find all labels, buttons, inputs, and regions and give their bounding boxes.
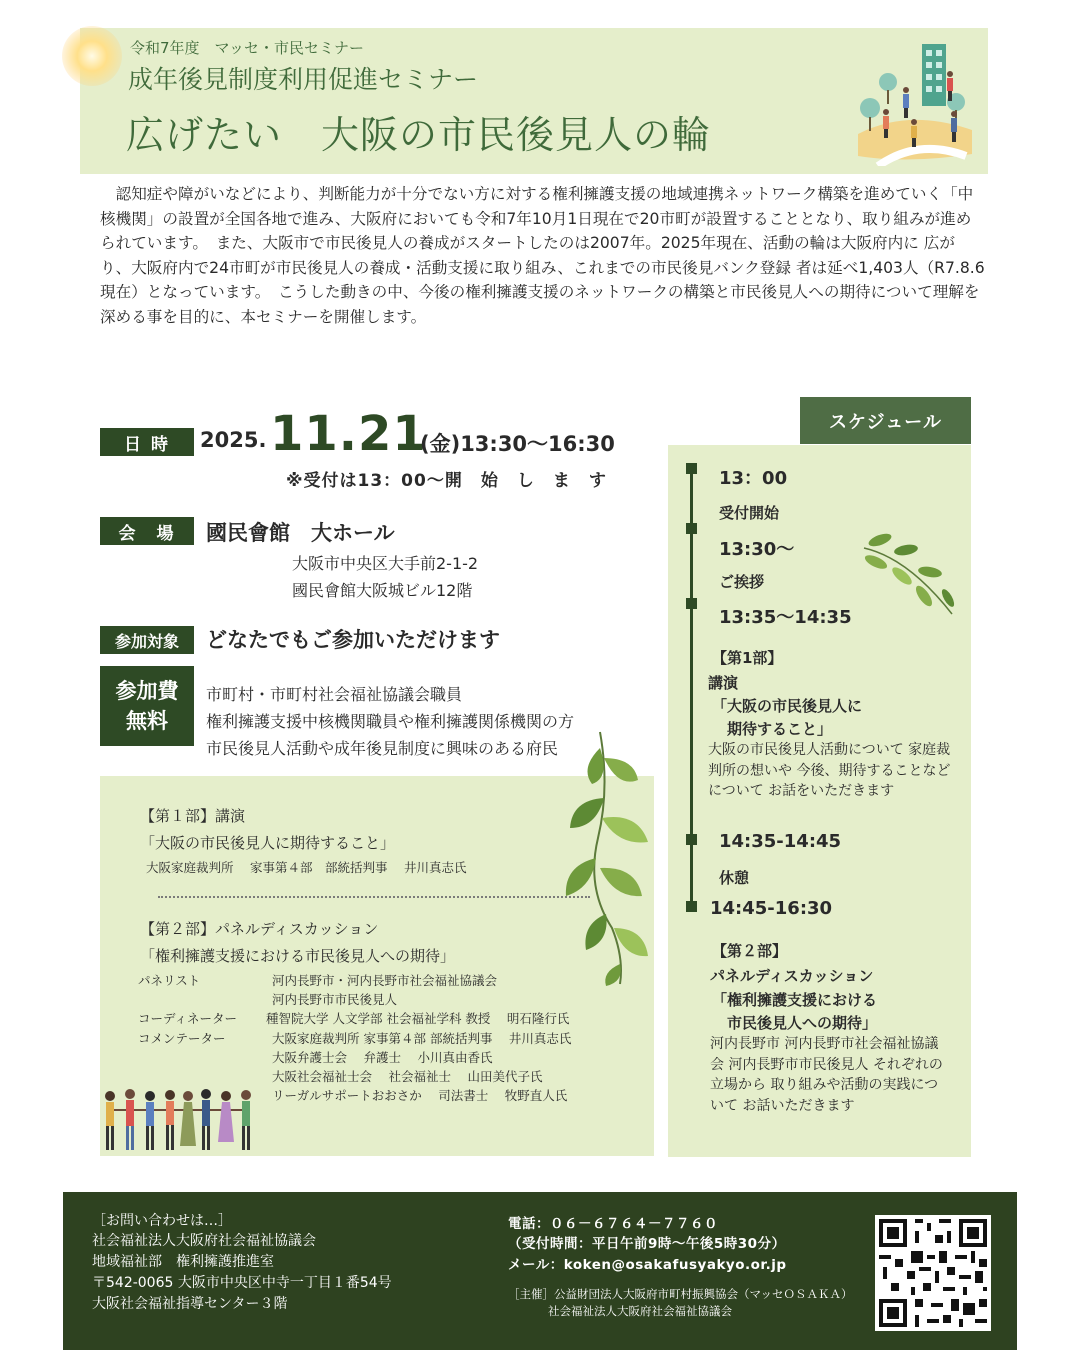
fee-audience-line: 市町村・市町村社会福祉協議会職員 <box>206 685 463 704</box>
contact-dept: 地域福祉部 権利擁護推進室 <box>92 1254 274 1270</box>
schedule-label: ご挨拶 <box>719 573 765 591</box>
timeline-dot <box>686 901 697 912</box>
contact-building: 大阪社会福祉指導センター３階 <box>92 1296 288 1312</box>
schedule-time: 13：00 <box>719 468 788 489</box>
venue-building: 國民會館大阪城ビル12階 <box>292 581 473 600</box>
panel-name: 河内長野市市民後見人 <box>272 992 398 1007</box>
schedule-part: 【第1部】 <box>712 649 783 667</box>
event-time: (金)13:30〜16:30 <box>420 432 615 456</box>
schedule-time: 14:35-14:45 <box>719 831 842 852</box>
schedule-label: 受付開始 <box>719 504 780 522</box>
contact-heading: ［お問い合わせは…］ <box>92 1213 232 1229</box>
header-subtitle: 成年後見制度利用促進セミナー <box>128 65 479 94</box>
panel-role: コーディネーター <box>138 1011 238 1026</box>
schedule-description: 河内長野市 河内長野市社会福祉協議会 河内長野市市民後見人 それぞれの立場から 取り組みや活動の実践について お話いただきます <box>710 1036 943 1114</box>
part2-title: 【第２部】パネルディスカッション <box>140 920 379 938</box>
schedule-heading: スケジュール <box>800 397 971 444</box>
schedule-part: 【第２部】 <box>712 942 788 960</box>
fee-label-line2: 無料 <box>126 709 168 733</box>
schedule-topic: 「権利擁護支援における <box>712 991 878 1009</box>
panel-name: 大阪社会福祉士会 社会福祉士 山田美代子氏 <box>272 1069 543 1084</box>
panel-name: リーガルサポートおおさか 司法書士 牧野直人氏 <box>272 1088 568 1103</box>
pothos-vine-illustration <box>520 728 680 988</box>
panel-name: 種智院大学 人文学部 社会福祉学科 教授 明石隆行氏 <box>266 1011 570 1026</box>
schedule-topic: 市民後見人への期待」 <box>712 1014 878 1032</box>
panel-role: パネリスト <box>138 973 201 988</box>
event-year: 2025. <box>200 428 267 452</box>
timeline-dot <box>686 834 697 845</box>
schedule-description: 大阪の市民後見人活動について 家庭裁判所の想いや 今後、期待することなどについて お話をいただきます <box>708 742 951 799</box>
schedule-kind: 講演 <box>708 674 739 692</box>
contact-org: 社会福祉法人大阪府社会福祉協議会 <box>92 1233 316 1249</box>
panel-name: 大阪弁護士会 弁護士 小川真由香氏 <box>272 1050 493 1065</box>
sponsor-line: ［主催］公益財団法人大阪府市町村振興協会（マッセＯＳＡＫＡ） <box>508 1287 853 1301</box>
panel-name: 大阪家庭裁判所 家事第４部 部統括判事 井川真志氏 <box>272 1031 572 1046</box>
timeline-dot <box>686 523 697 534</box>
part2-topic: 「権利擁護支援における市民後見人への期待」 <box>140 947 456 965</box>
part1-topic: 「大阪の市民後見人に期待すること」 <box>140 834 396 852</box>
people-holding-hands-illustration <box>100 1082 260 1154</box>
target-audience: どなたでもご参加いただけます <box>206 628 500 652</box>
fee-label <box>100 666 194 746</box>
target-label: 参加対象 <box>100 626 194 654</box>
venue-name: 國民會館 大ホール <box>206 521 395 545</box>
schedule-topic: 期待すること」 <box>712 720 833 738</box>
page-title: 広げたい 大阪の市民後見人の輪 <box>126 113 712 157</box>
leaf-branch-illustration <box>858 528 958 620</box>
part1-speaker: 大阪家庭裁判所 家事第４部 部統括判事 井川真志氏 <box>146 860 467 875</box>
datetime-label: 日 時 <box>100 428 194 456</box>
contact-phone: 電話：０６－６７６４－７７６０ <box>508 1216 718 1232</box>
contact-hours: （受付時間：平日午前9時〜午後5時30分） <box>508 1236 786 1252</box>
event-date: 11.21 <box>270 406 427 462</box>
sponsor-line: 社会福祉法人大阪府社会福祉協議会 <box>548 1304 732 1318</box>
schedule-time: 13:35〜14:35 <box>719 607 852 628</box>
schedule-label: 休憩 <box>719 869 750 887</box>
schedule-topic: 「大阪の市民後見人に <box>712 697 863 715</box>
panel-role: コメンテーター <box>138 1031 226 1046</box>
contact-email[interactable]: メール：koken@osakafusyakyo.or.jp <box>508 1257 787 1273</box>
venue-address: 大阪市中央区大手前2-1-2 <box>292 554 479 573</box>
contact-address: 〒542-0065 大阪市中央区中寺一丁目１番54号 <box>92 1275 392 1291</box>
venue-label: 会 場 <box>100 517 194 545</box>
panel-name: 河内長野市・河内長野市社会福祉協議会 <box>272 973 498 988</box>
fee-audience-line: 権利擁護支援中核機関職員や権利擁護関係機関の方 <box>206 712 575 731</box>
fee-label-line1: 参加費 <box>115 679 179 703</box>
intro-paragraph: 認知症や障がいなどにより、判断能力が十分でない方に対する権利擁護支援の地域連携ネットワーク構築を進めていく「中核機関」の設置が全国各地で進み、大阪府においても令和7年10月1日現在で20市町が設置することとなり、取り組みが進められています。 また、大阪市で市民後見人の養成がスタートしたのは2007年。2025年現在、活動の輪は大阪府内に 広がり、大阪府内で24市町が市民後見人の養成・活動支援に取り組み、これまでの市民後見バンク登録 者は延べ1,403人（R7.8.6現在）となっています。 こうした動きの中、今後の権利擁護支援のネットワークの構築と市民後見人への期待について理解を 深める事を目的に、本セミナーを開催します。 <box>100 185 985 326</box>
sun-decoration <box>62 26 122 86</box>
schedule-time: 14:45-16:30 <box>710 898 833 919</box>
qr-code[interactable] <box>875 1215 991 1331</box>
schedule-time: 13:30〜 <box>719 539 795 560</box>
schedule-kind: パネルディスカッション <box>710 967 874 985</box>
timeline-dot <box>686 598 697 609</box>
part1-title: 【第１部】講演 <box>140 807 246 825</box>
city-people-illustration <box>848 38 978 166</box>
fee-audience-line: 市民後見人活動や成年後見制度に興味のある府民 <box>206 739 559 758</box>
timeline-dot <box>686 463 697 474</box>
reception-note: ※受付は13：00〜開 始 し ま す <box>286 471 607 491</box>
header-small-text: 令和7年度 マッセ・市民セミナー <box>130 39 364 57</box>
